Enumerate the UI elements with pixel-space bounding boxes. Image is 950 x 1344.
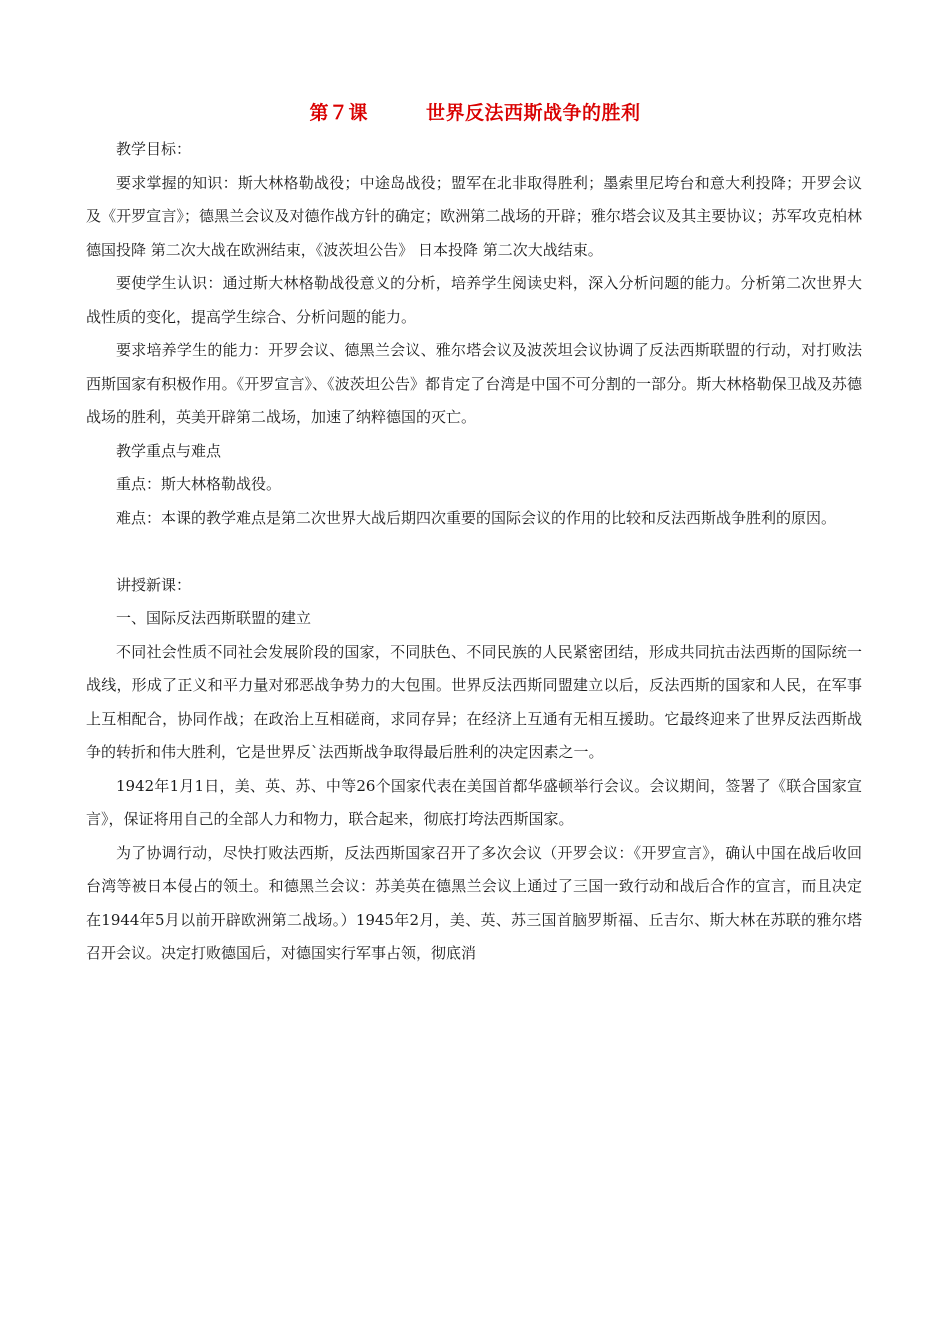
paragraph-alliance: 不同社会性质不同社会发展阶段的国家，不同肤色、不同民族的人民紧密团结，形成共同抗击法西斯的国际统一战线，形成了正义和平力量对邪恶战争势力的大包围。世界反法西斯同盟建立以后，反法西斯的国家和人民，在军事上互相配合，协同作战；在政治上互相磋商，求同存异；在经济上互通有无相互援助。它最终迎来了世界反法西斯战争的转折和伟大胜利，它是世界反`法西斯战争取得最后胜利的决定因素之一。: [86, 642, 862, 761]
document-body: [86, 133, 862, 971]
lesson-title: 世界反法西斯战争的胜利: [426, 102, 641, 124]
heading-new-lesson: 讲授新课：: [116, 575, 192, 594]
section-heading-1: 一、国际反法西斯联盟的建立: [116, 609, 312, 627]
paragraph-knowledge-objectives: 要求掌握的知识：斯大林格勒战役；中途岛战役；盟军在北非取得胜利；墨索里尼垮台和意大利投降；开罗会议及《开罗宣言》；德黑兰会议及对德作战方针的确定；欧洲第二战场的开辟；雅尔塔会议及其主要协议；苏军攻克柏林 德国投降 第二次大战在欧洲结束，《波茨坦公告》 日本投降 第二次大战结束。: [86, 173, 862, 259]
paragraph-key-point: 重点：斯大林格勒战役。: [116, 475, 282, 493]
page-title: [0, 98, 950, 125]
paragraph-difficult-point: 难点：本课的教学难点是第二次世界大战后期四次重要的国际会议的作用的比较和反法西斯战争胜利的原因。: [116, 508, 837, 527]
lesson-number: 第７课: [309, 102, 368, 124]
paragraph-1942-declaration: 1942年1月1日，美、英、苏、中等26个国家代表在美国首都华盛顿举行会议。会议期间，签署了《联合国家宣言》，保证将用自己的全部人力和物力，联合起来，彻底打垮法西斯国家。: [86, 776, 862, 828]
blank-line: [86, 535, 862, 569]
paragraph-understanding-objectives: 要使学生认识：通过斯大林格勒战役意义的分析，培养学生阅读史料，深入分析问题的能力。分析第二次世界大战性质的变化，提高学生综合、分析问题的能力。: [86, 274, 862, 326]
paragraph-ability-objectives: 要求培养学生的能力：开罗会议、德黑兰会议、雅尔塔会议及波茨坦会议协调了反法西斯联盟的行动，对打败法西斯国家有积极作用。《开罗宣言》、《波茨坦公告》都肯定了台湾是中国不可分割的一部分。斯大林格勒保卫战及苏德战场的胜利，英美开辟第二战场，加速了纳粹德国的灭亡。: [86, 341, 862, 426]
heading-teaching-objectives: 教学目标：: [116, 140, 192, 158]
paragraph-conferences: 为了协调行动，尽快打败法西斯，反法西斯国家召开了多次会议（开罗会议：《开罗宣言》，确认中国在战后收回台湾等被日本侵占的领土。和德黑兰会议：苏美英在德黑兰会议上通过了三国一致行动和战后合作的宣言，而且决定在1944年5月以前开辟欧洲第二战场。）1945年2月，美、英、苏三国首脑罗斯福、丘吉尔、斯大林在苏联的雅尔塔召开会议。决定打败德国后，对德国实行军事占领，彻底消: [86, 843, 862, 962]
heading-key-points: 教学重点与难点: [116, 441, 222, 460]
